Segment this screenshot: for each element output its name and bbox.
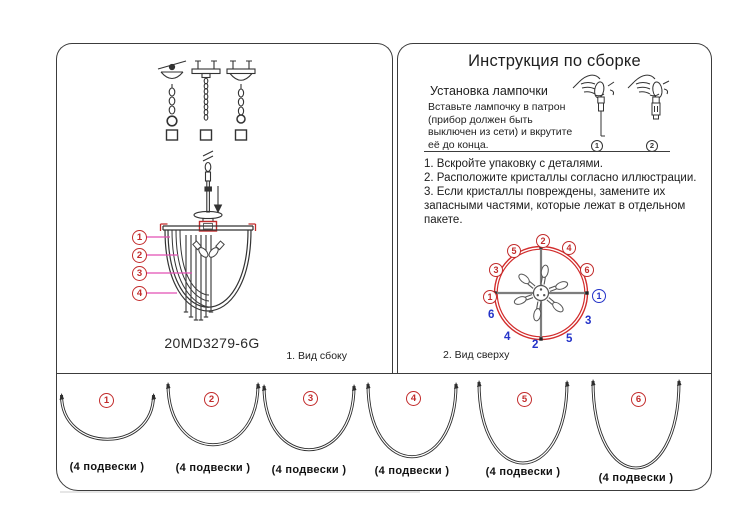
topview-label-blue-5: 5: [566, 333, 573, 345]
page-title: Инструкция по сборке: [468, 52, 641, 70]
label-number: 1: [487, 291, 493, 302]
callout-2-number: 2: [136, 249, 143, 261]
ceiling-mount-options: [158, 61, 255, 140]
pendant-number: 1: [103, 394, 110, 406]
pendant-1-caption: (4 подвески ): [69, 461, 145, 473]
hand-icon: [573, 75, 614, 96]
topview-label-blue-3: 3: [585, 315, 592, 327]
pendant-1-badge: [99, 393, 114, 408]
label-number: 4: [566, 242, 572, 253]
bulbs: [192, 241, 224, 259]
callout-2-badge: [132, 248, 147, 263]
section-divider: [424, 151, 670, 152]
hand-icon: [628, 75, 669, 96]
pendant-2-badge: [204, 392, 219, 407]
callout-1-badge: [132, 230, 147, 245]
topview-label-red-3: [489, 263, 503, 277]
callout-4-badge: [132, 286, 147, 301]
step-line: 1. Вскройте упаковку с деталями.: [424, 158, 603, 170]
top-view-caption: 2. Вид сверху: [443, 349, 510, 361]
pendant-3-badge: [303, 391, 318, 406]
hanging-rod: [194, 151, 222, 222]
crystal-bowl: [165, 230, 251, 311]
pendant-6-badge: [631, 392, 646, 407]
callout-3-badge: [132, 266, 147, 281]
label-number: 5: [511, 245, 517, 256]
side-view-caption: 1. Вид сбоку: [286, 350, 347, 362]
bulb-text-line: её до конца.: [428, 138, 489, 151]
topview-label-blue-1: [592, 289, 606, 303]
bulb-install-illustration: [548, 72, 688, 152]
model-number: 20MD3279-6G: [164, 335, 260, 351]
bulb-text-line: (прибор должен быть: [428, 113, 533, 126]
callout-4-number: 4: [136, 287, 143, 299]
label-number: 3: [493, 264, 499, 275]
topview-label-red-5: [507, 244, 521, 258]
pendant-3-caption: (4 подвески ): [271, 464, 347, 476]
pendant-number: 3: [307, 392, 314, 404]
callout-1-number: 1: [136, 231, 143, 243]
side-view-panel: [56, 43, 393, 373]
pendant-2-caption: (4 подвески ): [175, 462, 251, 474]
topview-label-blue-2: 2: [532, 339, 539, 351]
pendant-6-caption: (4 подвески ): [598, 472, 674, 484]
down-arrow-icon: [215, 205, 222, 212]
pendant-5-badge: [517, 392, 532, 407]
side-view-diagram: [57, 44, 391, 371]
callout-3-number: 3: [136, 267, 143, 279]
chandelier-body: [146, 222, 256, 321]
bulb-section-heading: Установка лампочки: [430, 84, 548, 98]
pendant-number: 6: [635, 393, 642, 405]
topview-label-red-1: [483, 290, 497, 304]
step-line: запасными частями, которые лежат в отдельном: [424, 200, 686, 212]
step-line: 3. Если кристаллы повреждены, замените их: [424, 186, 666, 198]
pendant-4-badge: [406, 391, 421, 406]
topview-label-blue-4: 4: [504, 331, 511, 343]
label-number: 2: [540, 235, 546, 246]
label-number: 1: [596, 290, 602, 301]
page-edge-shadow: [60, 491, 420, 493]
top-view-diagram: [458, 204, 628, 349]
step-line: пакете.: [424, 214, 463, 226]
pendant-5-caption: (4 подвески ): [485, 466, 561, 478]
label-number: 6: [584, 264, 590, 275]
pendants-panel: [56, 373, 712, 491]
topview-label-red-2: [536, 234, 550, 248]
topview-label-red-4: [562, 241, 576, 255]
bulb-text-line: выключен из сети) и вкрутите: [428, 126, 573, 138]
bulb-text-line: Вставьте лампочку в патрон: [428, 101, 566, 113]
topview-label-blue-6: 6: [488, 309, 495, 321]
pendant-number: 4: [410, 392, 417, 404]
curve-tip-arrows: [60, 379, 682, 400]
pendant-number: 2: [208, 393, 215, 405]
step-line: 2. Расположите кристаллы согласно иллюстрации.: [424, 172, 697, 184]
topview-label-red-6: [580, 263, 594, 277]
step-number: 2: [649, 141, 655, 151]
step-number: 1: [594, 141, 600, 151]
pendant-4-caption: (4 подвески ): [374, 465, 450, 477]
pendant-number: 5: [521, 393, 528, 405]
instructions-panel: [397, 43, 712, 373]
